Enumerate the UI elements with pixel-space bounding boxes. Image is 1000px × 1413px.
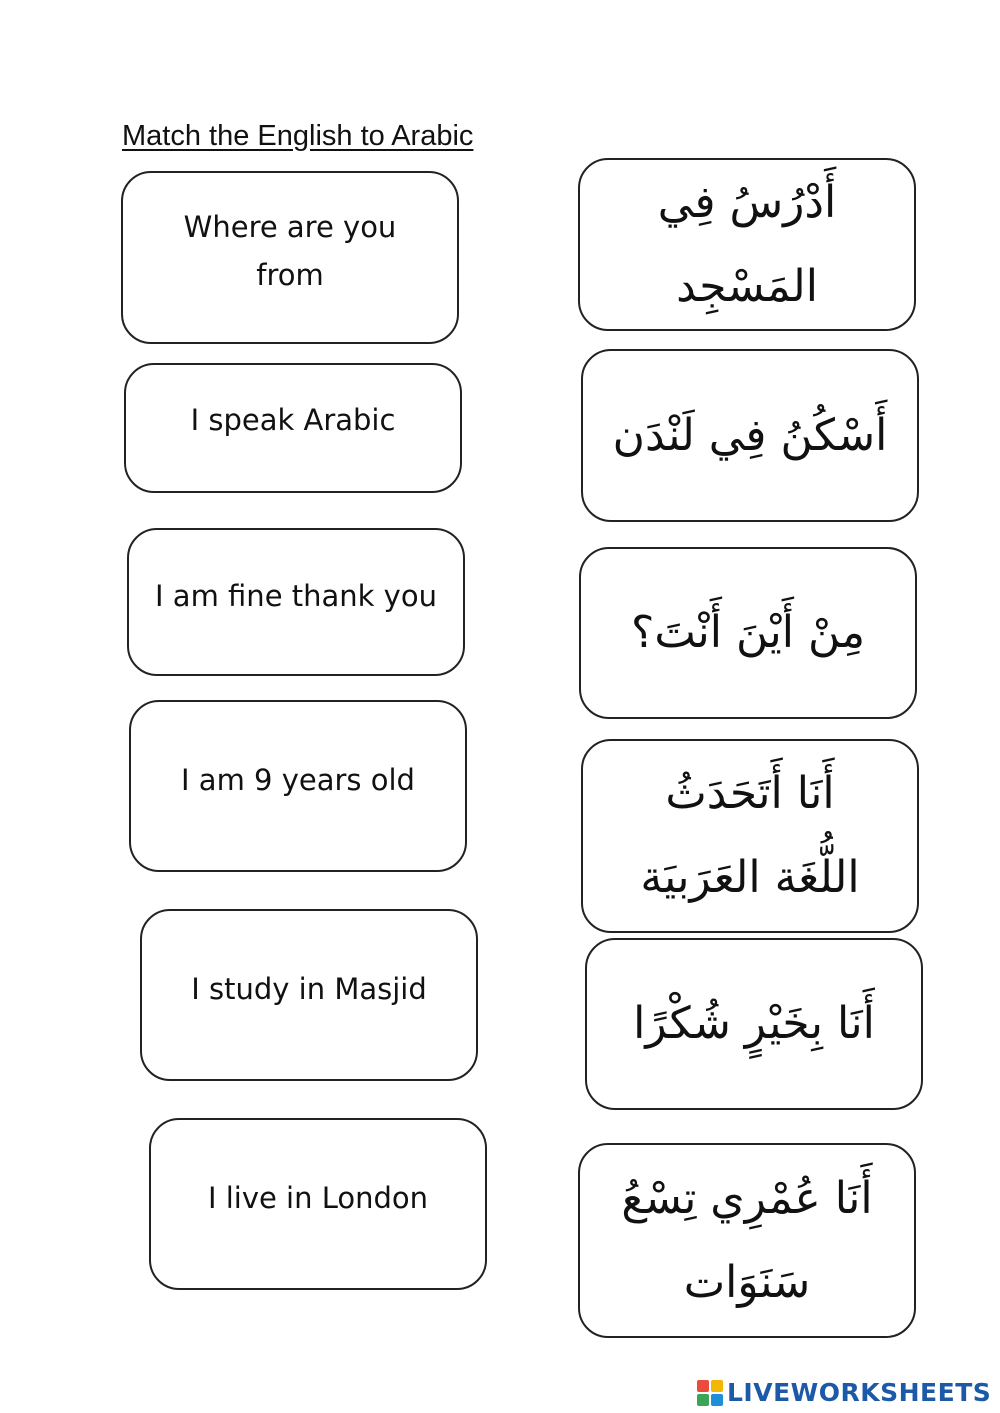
english-card-i-am-fine[interactable] [127, 528, 465, 676]
arabic-card-i-study-in-masjid[interactable] [578, 158, 916, 331]
english-card-text: Where are you [183, 210, 397, 244]
english-card-text: from [256, 258, 324, 292]
arabic-card-i-live-in-london[interactable] [581, 349, 919, 522]
arabic-card-text: أَنَا بِخَيْرٍ شُكْرًا [633, 998, 875, 1049]
liveworksheets-logo-icon [697, 1380, 723, 1406]
arabic-card-i-am-fine[interactable] [585, 938, 923, 1110]
english-card-text: I am 9 years old [181, 763, 415, 797]
arabic-card-text: اللُّغَة العَرَبيَة [640, 852, 860, 903]
logo-square-green [697, 1394, 709, 1406]
arabic-card-text: مِنْ أَيْنَ أَنْتَ؟ [630, 607, 866, 658]
english-card-text: I study in Masjid [191, 972, 427, 1006]
arabic-card-text: المَسْجِد [676, 260, 818, 312]
liveworksheets-branding[interactable] [697, 1378, 991, 1407]
english-card-i-study-in-masjid[interactable] [140, 909, 478, 1081]
english-card-text: I am fine thank you [155, 579, 437, 613]
arabic-card-i-am-9-years-old[interactable] [578, 1143, 916, 1338]
english-card-i-live-in-london[interactable] [149, 1118, 487, 1290]
arabic-card-i-speak-arabic[interactable] [581, 739, 919, 933]
logo-square-red [697, 1380, 709, 1392]
logo-square-yellow [711, 1380, 723, 1392]
arabic-card-text: سَنَوَات [683, 1256, 811, 1308]
english-card-where-are-you-from[interactable] [121, 171, 459, 344]
arabic-card-text: أَنَا عُمْرِي تِسْعُ [621, 1172, 873, 1224]
arabic-card-text: أَدْرُسُ فِي [657, 176, 837, 228]
english-card-i-speak-arabic[interactable] [124, 363, 462, 493]
arabic-card-text: أَسْكُنُ فِي لَنْدَن [612, 409, 888, 461]
liveworksheets-wordmark: LIVEWORKSHEETS [727, 1378, 992, 1407]
worksheet-title: Match the English to Arabic [122, 120, 474, 152]
english-card-text: I speak Arabic [190, 403, 396, 437]
logo-square-blue [711, 1394, 723, 1406]
arabic-card-where-are-you-from[interactable] [579, 547, 917, 719]
english-card-i-am-9-years-old[interactable] [129, 700, 467, 872]
arabic-card-text: أَنَا أَتَحَدَثُ [665, 768, 835, 819]
english-card-text: I live in London [207, 1181, 429, 1215]
